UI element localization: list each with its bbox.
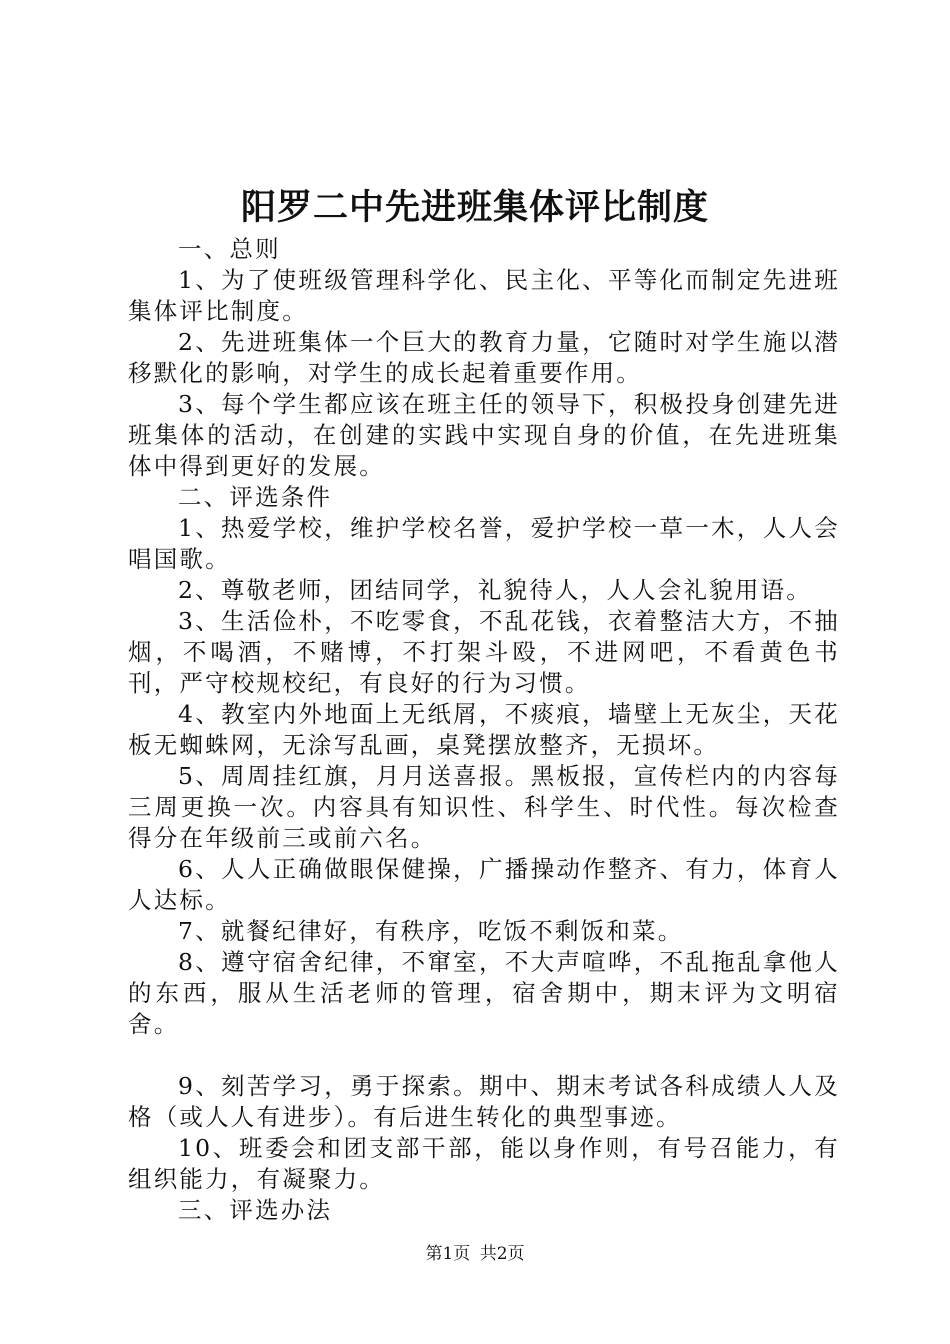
page-footer — [0, 1242, 950, 1266]
general-item-2: 2、先进班集体一个巨大的教育力量，它随时对学生施以潜移默化的影响，对学生的成长起着重要作用。 — [128, 328, 840, 387]
criteria-item-8: 8、遵守宿舍纪律，不窜室，不大声喧哗，不乱拖乱拿他人的东西，服从生活老师的管理，宿舍期中，期末评为文明宿舍。 — [128, 948, 840, 1038]
document-body — [128, 234, 840, 1226]
section-heading-criteria: 二、评选条件 — [178, 483, 333, 511]
criteria-item-1: 1、热爱学校，维护学校名誉，爱护学校一草一木，人人会唱国歌。 — [128, 514, 840, 573]
criteria-item-4: 4、教室内外地面上无纸屑，不痰痕，墙壁上无灰尘，天花板无蜘蛛网，无涂写乱画，桌凳摆放整齐，无损坏。 — [128, 700, 840, 759]
document-title: 阳罗二中先进班集体评比制度 — [240, 187, 709, 228]
criteria-item-9: 9、刻苦学习，勇于探索。期中、期末考试各科成绩人人及格（或人人有进步）。有后进生转化的典型事迹。 — [128, 1072, 840, 1131]
section-heading-general: 一、总则 — [178, 235, 281, 263]
general-item-1: 1、为了使班级管理科学化、民主化、平等化而制定先进班集体评比制度。 — [128, 266, 840, 325]
criteria-item-10: 10、班委会和团支部干部，能以身作则，有号召能力，有组织能力，有凝聚力。 — [128, 1134, 840, 1193]
criteria-item-3: 3、生活俭朴，不吃零食，不乱花钱，衣着整洁大方，不抽烟，不喝酒，不赌博，不打架斗殴，不进网吧，不看黄色书刊，严守校规校纪，有良好的行为习惯。 — [128, 607, 840, 697]
section-heading-method: 三、评选办法 — [178, 1196, 333, 1224]
criteria-item-7: 7、就餐纪律好，有秩序，吃饭不剩饭和菜。 — [178, 917, 684, 945]
paragraph-gap — [128, 1040, 840, 1071]
criteria-item-5: 5、周周挂红旗，月月送喜报。黑板报，宣传栏内的内容每三周更换一次。内容具有知识性、科学生、时代性。每次检查得分在年级前三或前六名。 — [128, 762, 840, 852]
page-total: 共2页 — [479, 1244, 525, 1264]
criteria-item-6: 6、人人正确做眼保健操，广播操动作整齐、有力，体育人人达标。 — [128, 855, 840, 914]
general-item-3: 3、每个学生都应该在班主任的领导下，积极投身创建先进班集体的活动，在创建的实践中实现自身的价值，在先进班集体中得到更好的发展。 — [128, 390, 840, 480]
criteria-item-2: 2、尊敬老师，团结同学，礼貌待人，人人会礼貌用语。 — [178, 576, 812, 604]
page-number: 第1页 — [425, 1244, 471, 1264]
